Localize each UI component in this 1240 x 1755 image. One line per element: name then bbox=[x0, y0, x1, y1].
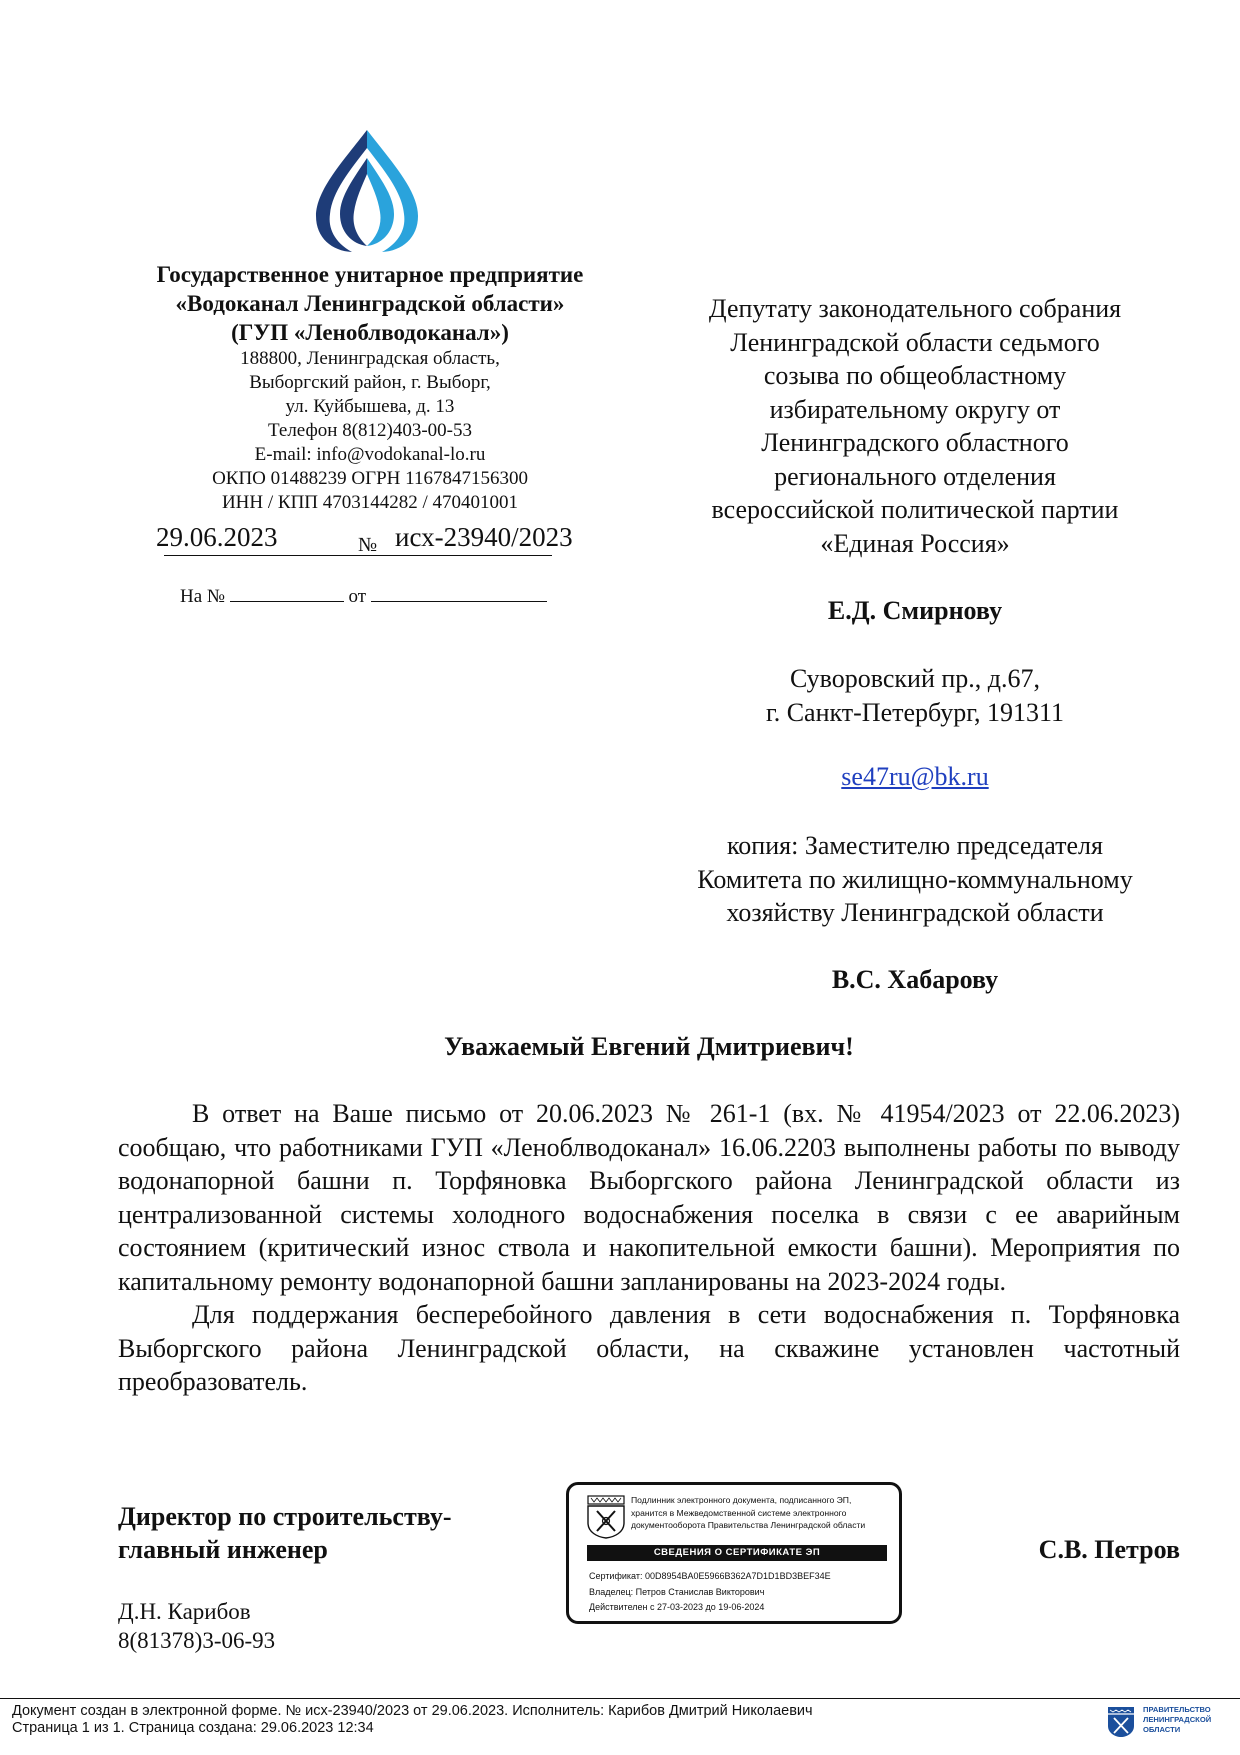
body-paragraph: В ответ на Ваше письмо от 20.06.2023 № 261-1 (вх. № 41954/2023 от 22.06.2023) сообщаю, что работниками ГУП «Леноблводоканал» 16.06.2203 выполнены работы по выводу водонапорной башни п. Торфяновка Выборгского района Ленинградской области из централизованной системы холодного водоснабжения поселка в связи с ее аварийным состоянием (критический износ ствола и накопительной емкости башни). Мероприятия по капитальному ремонту водонапорной башни запланированы на 2023-2024 годы. bbox=[118, 1099, 1180, 1296]
stamp-certificate: Сертификат: 00D8954BA0E5966B362A7D1D1BD3BEF34E bbox=[589, 1571, 831, 1581]
recipient-address bbox=[655, 662, 1175, 729]
footer-text bbox=[12, 1703, 992, 1737]
signer-position bbox=[118, 1500, 558, 1566]
addressee-line: Ленинградского областного bbox=[761, 428, 1069, 457]
recipient-email-link[interactable]: se47ru@bk.ru bbox=[841, 762, 989, 791]
sender-block bbox=[100, 260, 640, 515]
addressee-line: созыва по общеобластному bbox=[763, 361, 1067, 390]
signer-name: С.В. Петров bbox=[1038, 1535, 1180, 1564]
sender-phone: Телефон 8(812)403-00-53 bbox=[268, 420, 472, 441]
gov-text-line1: ПРАВИТЕЛЬСТВО bbox=[1143, 1705, 1211, 1714]
stamp-notice-line3: документооборота Правительства Ленинградской области bbox=[631, 1520, 866, 1530]
reply-date-blank bbox=[371, 585, 547, 602]
sender-email: E-mail: info@vodokanal-lo.ru bbox=[254, 444, 486, 465]
recipient-email-row bbox=[655, 762, 1175, 792]
recipient-address-line1: Суворовский пр., д.67, bbox=[789, 664, 1041, 693]
stamp-notice-line2: хранится в Межведомственной системе электронного bbox=[631, 1507, 847, 1518]
addressee-block bbox=[655, 292, 1175, 560]
greeting: Уважаемый Евгений Дмитриевич! bbox=[444, 1032, 854, 1061]
sender-address-line3: ул. Куйбышева, д. 13 bbox=[285, 396, 455, 417]
stamp-owner: Владелец: Петров Станислав Викторович bbox=[589, 1586, 765, 1597]
executor-name: Д.Н. Карибов bbox=[118, 1599, 251, 1624]
footer-line2: Страница 1 из 1. Страница создана: 29.06.2023 12:34 bbox=[12, 1720, 374, 1736]
addressee-line: всероссийской политической партии bbox=[711, 495, 1119, 524]
addressee-line: регионального отделения bbox=[774, 461, 1056, 491]
reply-from-label: от bbox=[348, 586, 367, 607]
reply-number-blank bbox=[230, 585, 344, 602]
position-line1: Директор по строительству- bbox=[118, 1502, 452, 1531]
addressee-line: избирательному округу от bbox=[769, 394, 1061, 424]
recipient-name: Е.Д. Смирнову bbox=[827, 596, 1003, 625]
government-logo bbox=[1107, 1702, 1233, 1746]
copy-line1: копия: Заместителю председателя bbox=[727, 831, 1103, 860]
gov-text-line2: ЛЕНИНГРАДСКОЙ bbox=[1143, 1715, 1212, 1724]
copy-block bbox=[640, 829, 1190, 930]
stamp-validity: Действителен с 27-03-2023 до 19-06-2024 bbox=[589, 1602, 765, 1612]
government-logo-text bbox=[1143, 1705, 1211, 1735]
addressee-line: Ленинградской области седьмого bbox=[730, 327, 1100, 357]
sender-address-line2: Выборгский район, г. Выборг, bbox=[249, 372, 491, 393]
copy-recipient-name: В.С. Хабарову bbox=[831, 965, 999, 994]
position-line2: главный инженер bbox=[118, 1535, 328, 1564]
outgoing-no-label: № bbox=[358, 534, 378, 556]
sender-okpo: ОКПО 01488239 ОГРН 1167847156300 bbox=[212, 468, 528, 489]
copy-line3: хозяйству Ленинградской области bbox=[726, 898, 1104, 927]
outgoing-number-underline bbox=[380, 555, 552, 556]
vodokanal-logo-icon bbox=[310, 128, 425, 253]
body-paragraph: Для поддержания бесперебойного давления в сети водоснабжения п. Торфяновка Выборгского района Ленинградской области, на скважине установлен частотный преобразователь. bbox=[118, 1300, 1180, 1396]
addressee-line: «Единая Россия» bbox=[820, 528, 1010, 558]
government-crest-icon bbox=[1107, 1706, 1135, 1738]
gov-text-line3: ОБЛАСТИ bbox=[1143, 1725, 1181, 1734]
sender-org-line2: «Водоканал Ленинградской области» bbox=[175, 291, 565, 316]
copy-line2: Комитета по жилищно-коммунальному bbox=[697, 864, 1133, 894]
executor-phone: 8(81378)3-06-93 bbox=[118, 1628, 276, 1653]
footer-line1: Документ создан в электронной форме. № исх-23940/2023 от 29.06.2023. Исполнитель: Карибов Дмитрий Николаевич bbox=[12, 1703, 813, 1719]
recipient-address-line2: г. Санкт-Петербург, 191311 bbox=[765, 697, 1065, 727]
addressee-line: Депутату законодательного собрания bbox=[708, 294, 1122, 323]
sender-org-line1: Государственное унитарное предприятие bbox=[156, 262, 584, 287]
letter-body bbox=[118, 1097, 1180, 1399]
executor-block bbox=[118, 1597, 418, 1655]
stamp-notice bbox=[631, 1494, 896, 1532]
reply-label: На № bbox=[180, 586, 226, 607]
stamp-header: СВЕДЕНИЯ О СЕРТИФИКАТЕ ЭП bbox=[587, 1545, 887, 1561]
e-signature-stamp bbox=[566, 1482, 902, 1624]
sender-inn: ИНН / КПП 4703144282 / 470401001 bbox=[221, 492, 519, 513]
outgoing-number: исх-23940/2023 bbox=[395, 522, 573, 552]
coat-of-arms-icon bbox=[587, 1495, 625, 1539]
sender-org-line3: (ГУП «Леноблводоканал») bbox=[231, 320, 509, 345]
stamp-info bbox=[589, 1569, 894, 1616]
outgoing-number-line bbox=[150, 522, 600, 562]
sender-address-line1: 188800, Ленинградская область, bbox=[240, 348, 500, 369]
stamp-notice-line1: Подлинник электронного документа, подписанного ЭП, bbox=[631, 1495, 852, 1505]
outgoing-date: 29.06.2023 bbox=[156, 522, 278, 552]
footer-divider bbox=[0, 1698, 1240, 1699]
reply-line bbox=[180, 585, 580, 608]
